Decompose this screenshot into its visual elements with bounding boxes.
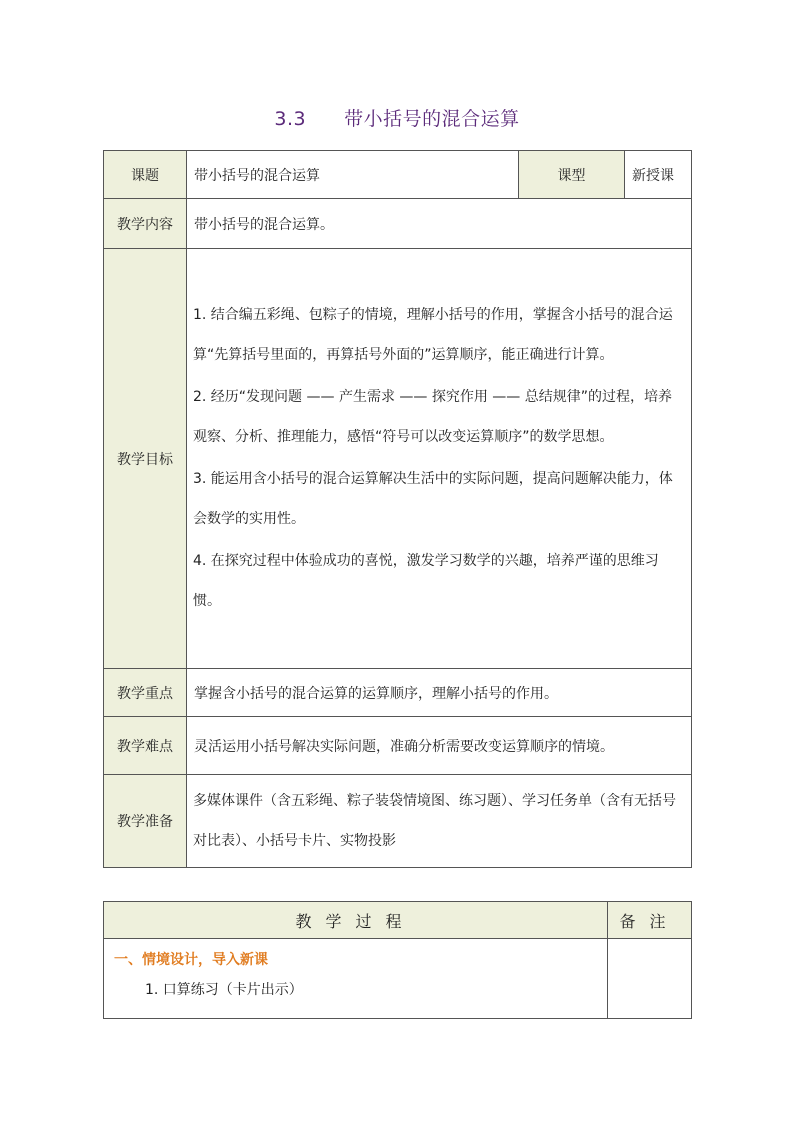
content-value: 带小括号的混合运算。 (187, 199, 692, 249)
row-preparation (104, 775, 692, 868)
note-cell (608, 939, 692, 1019)
process-body-row (104, 939, 692, 1019)
process-header: 教学过程 (104, 902, 608, 939)
difficulty-label: 教学难点 (104, 717, 187, 775)
process-body (104, 939, 608, 1019)
goals-label: 教学目标 (104, 249, 187, 669)
page-title (0, 104, 794, 131)
row-difficulty (104, 717, 692, 775)
goals-cell (187, 249, 692, 669)
key-label: 教学重点 (104, 669, 187, 717)
prep-value: 多媒体课件（含五彩绳、粽子装袋情境图、练习题）、学习任务单（含有无括号对比表）、小括号卡片、实物投影 (187, 775, 692, 868)
process-header-row (104, 902, 692, 939)
prep-label: 教学准备 (104, 775, 187, 868)
row-content (104, 199, 692, 249)
topic-label: 课题 (104, 151, 187, 199)
row-topic (104, 151, 692, 199)
type-label: 课型 (519, 151, 625, 199)
title-number: 3.3 (274, 108, 307, 130)
goal-item: 4. 在探究过程中体验成功的喜悦，激发学习数学的兴趣，培养严谨的思维习惯。 (193, 552, 659, 609)
key-value: 掌握含小括号的混合运算的运算顺序，理解小括号的作用。 (187, 669, 692, 717)
section-title: 一、情境设计，导入新课 (114, 952, 268, 968)
goal-item: 1. 结合编五彩绳、包粽子的情境，理解小括号的作用，掌握含小括号的混合运算“先算括号里面的，再算括号外面的”运算顺序，能正确进行计算。 (193, 306, 673, 363)
title-text: 带小括号的混合运算 (344, 108, 520, 130)
goal-item: 2. 经历“发现问题 —— 产生需求 —— 探究作用 —— 总结规律”的过程，培养观察、分析、推理能力，感悟“符号可以改变运算顺序”的数学思想。 (193, 388, 673, 445)
difficulty-value: 灵活运用小括号解决实际问题，准确分析需要改变运算顺序的情境。 (187, 717, 692, 775)
lesson-plan-table (103, 150, 692, 868)
teaching-process-table (103, 901, 692, 1019)
process-item: 1. 口算练习（卡片出示） (145, 982, 303, 998)
type-value: 新授课 (625, 151, 692, 199)
content-label: 教学内容 (104, 199, 187, 249)
goal-item: 3. 能运用含小括号的混合运算解决生活中的实际问题，提高问题解决能力，体会数学的实用性。 (193, 470, 673, 527)
note-header: 备注 (608, 902, 692, 939)
row-key-points (104, 669, 692, 717)
topic-value: 带小括号的混合运算 (187, 151, 519, 199)
row-goals (104, 249, 692, 669)
